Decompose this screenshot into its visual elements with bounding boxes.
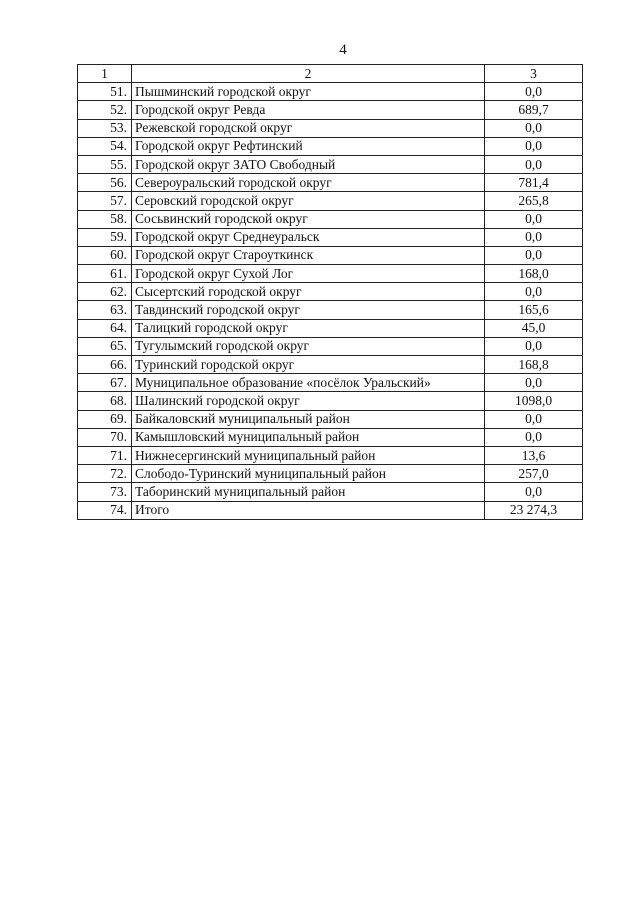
amount-value: 165,6 (485, 301, 583, 319)
table-row (78, 155, 583, 173)
row-number: 53. (78, 119, 132, 137)
amount-value: 0,0 (485, 246, 583, 264)
row-number: 54. (78, 137, 132, 155)
row-number: 72. (78, 465, 132, 483)
table-row (78, 228, 583, 246)
table-row (78, 210, 583, 228)
table-row (78, 137, 583, 155)
row-number: 60. (78, 246, 132, 264)
municipality-name: Таборинский муниципальный район (132, 483, 485, 501)
row-number: 62. (78, 283, 132, 301)
amount-value: 0,0 (485, 137, 583, 155)
row-number: 55. (78, 155, 132, 173)
amount-value: 0,0 (485, 155, 583, 173)
row-number: 56. (78, 174, 132, 192)
amount-value: 1098,0 (485, 392, 583, 410)
table-row (78, 192, 583, 210)
municipality-name: Городской округ Ревда (132, 101, 485, 119)
header-col-1: 1 (78, 65, 132, 83)
amount-value: 0,0 (485, 119, 583, 137)
data-table (77, 64, 583, 520)
table-row (78, 174, 583, 192)
municipality-name: Камышловский муниципальный район (132, 428, 485, 446)
row-number: 69. (78, 410, 132, 428)
row-number: 74. (78, 501, 132, 519)
page-number: 4 (339, 42, 347, 58)
row-number: 59. (78, 228, 132, 246)
table-row (78, 446, 583, 464)
amount-value: 168,0 (485, 265, 583, 283)
municipality-name: Городской округ ЗАТО Свободный (132, 155, 485, 173)
municipality-name: Городской округ Сухой Лог (132, 265, 485, 283)
row-number: 71. (78, 446, 132, 464)
row-number: 52. (78, 101, 132, 119)
amount-value: 689,7 (485, 101, 583, 119)
table-body (78, 65, 583, 520)
table-row (78, 265, 583, 283)
table-row (78, 319, 583, 337)
amount-value: 0,0 (485, 483, 583, 501)
municipality-name: Талицкий городской округ (132, 319, 485, 337)
amount-value: 0,0 (485, 374, 583, 392)
table-row (78, 392, 583, 410)
municipality-name: Туринский городской округ (132, 356, 485, 374)
table-row (78, 301, 583, 319)
municipality-name: Пышминский городской округ (132, 83, 485, 101)
amount-value: 23 274,3 (485, 501, 583, 519)
municipality-name: Слободо-Туринский муниципальный район (132, 465, 485, 483)
municipality-name: Городской округ Рефтинский (132, 137, 485, 155)
table-row (78, 337, 583, 355)
municipality-name: Городской округ Среднеуральск (132, 228, 485, 246)
amount-value: 0,0 (485, 83, 583, 101)
amount-value: 781,4 (485, 174, 583, 192)
municipality-name: Сосьвинский городской округ (132, 210, 485, 228)
amount-value: 168,8 (485, 356, 583, 374)
table-row (78, 428, 583, 446)
amount-value: 0,0 (485, 228, 583, 246)
amount-value: 0,0 (485, 428, 583, 446)
municipality-name: Городской округ Староуткинск (132, 246, 485, 264)
table-row (78, 283, 583, 301)
table-header-row (78, 65, 583, 83)
municipality-name: Байкаловский муниципальный район (132, 410, 485, 428)
municipality-name: Тавдинский городской округ (132, 301, 485, 319)
amount-value: 0,0 (485, 283, 583, 301)
amount-value: 0,0 (485, 210, 583, 228)
municipality-name: Режевской городской округ (132, 119, 485, 137)
table-row (78, 483, 583, 501)
table-row (78, 83, 583, 101)
municipality-name: Шалинский городской округ (132, 392, 485, 410)
row-number: 70. (78, 428, 132, 446)
header-col-3: 3 (485, 65, 583, 83)
municipality-name: Муниципальное образование «посёлок Уральский» (132, 374, 485, 392)
row-number: 63. (78, 301, 132, 319)
municipality-name: Североуральский городской округ (132, 174, 485, 192)
table-row (78, 356, 583, 374)
table-row (78, 119, 583, 137)
row-number: 51. (78, 83, 132, 101)
municipality-name: Нижнесергинский муниципальный район (132, 446, 485, 464)
header-col-2: 2 (132, 65, 485, 83)
table-row (78, 501, 583, 519)
table-row (78, 465, 583, 483)
amount-value: 13,6 (485, 446, 583, 464)
row-number: 61. (78, 265, 132, 283)
amount-value: 0,0 (485, 337, 583, 355)
row-number: 64. (78, 319, 132, 337)
table-row (78, 246, 583, 264)
municipality-name: Серовский городской округ (132, 192, 485, 210)
table-row (78, 101, 583, 119)
row-number: 57. (78, 192, 132, 210)
row-number: 58. (78, 210, 132, 228)
municipality-name: Сысертский городской округ (132, 283, 485, 301)
amount-value: 0,0 (485, 410, 583, 428)
row-number: 68. (78, 392, 132, 410)
amount-value: 265,8 (485, 192, 583, 210)
row-number: 73. (78, 483, 132, 501)
table-row (78, 410, 583, 428)
municipality-name: Тугулымский городской округ (132, 337, 485, 355)
municipality-name: Итого (132, 501, 485, 519)
table-row (78, 374, 583, 392)
row-number: 65. (78, 337, 132, 355)
amount-value: 45,0 (485, 319, 583, 337)
amount-value: 257,0 (485, 465, 583, 483)
row-number: 66. (78, 356, 132, 374)
row-number: 67. (78, 374, 132, 392)
